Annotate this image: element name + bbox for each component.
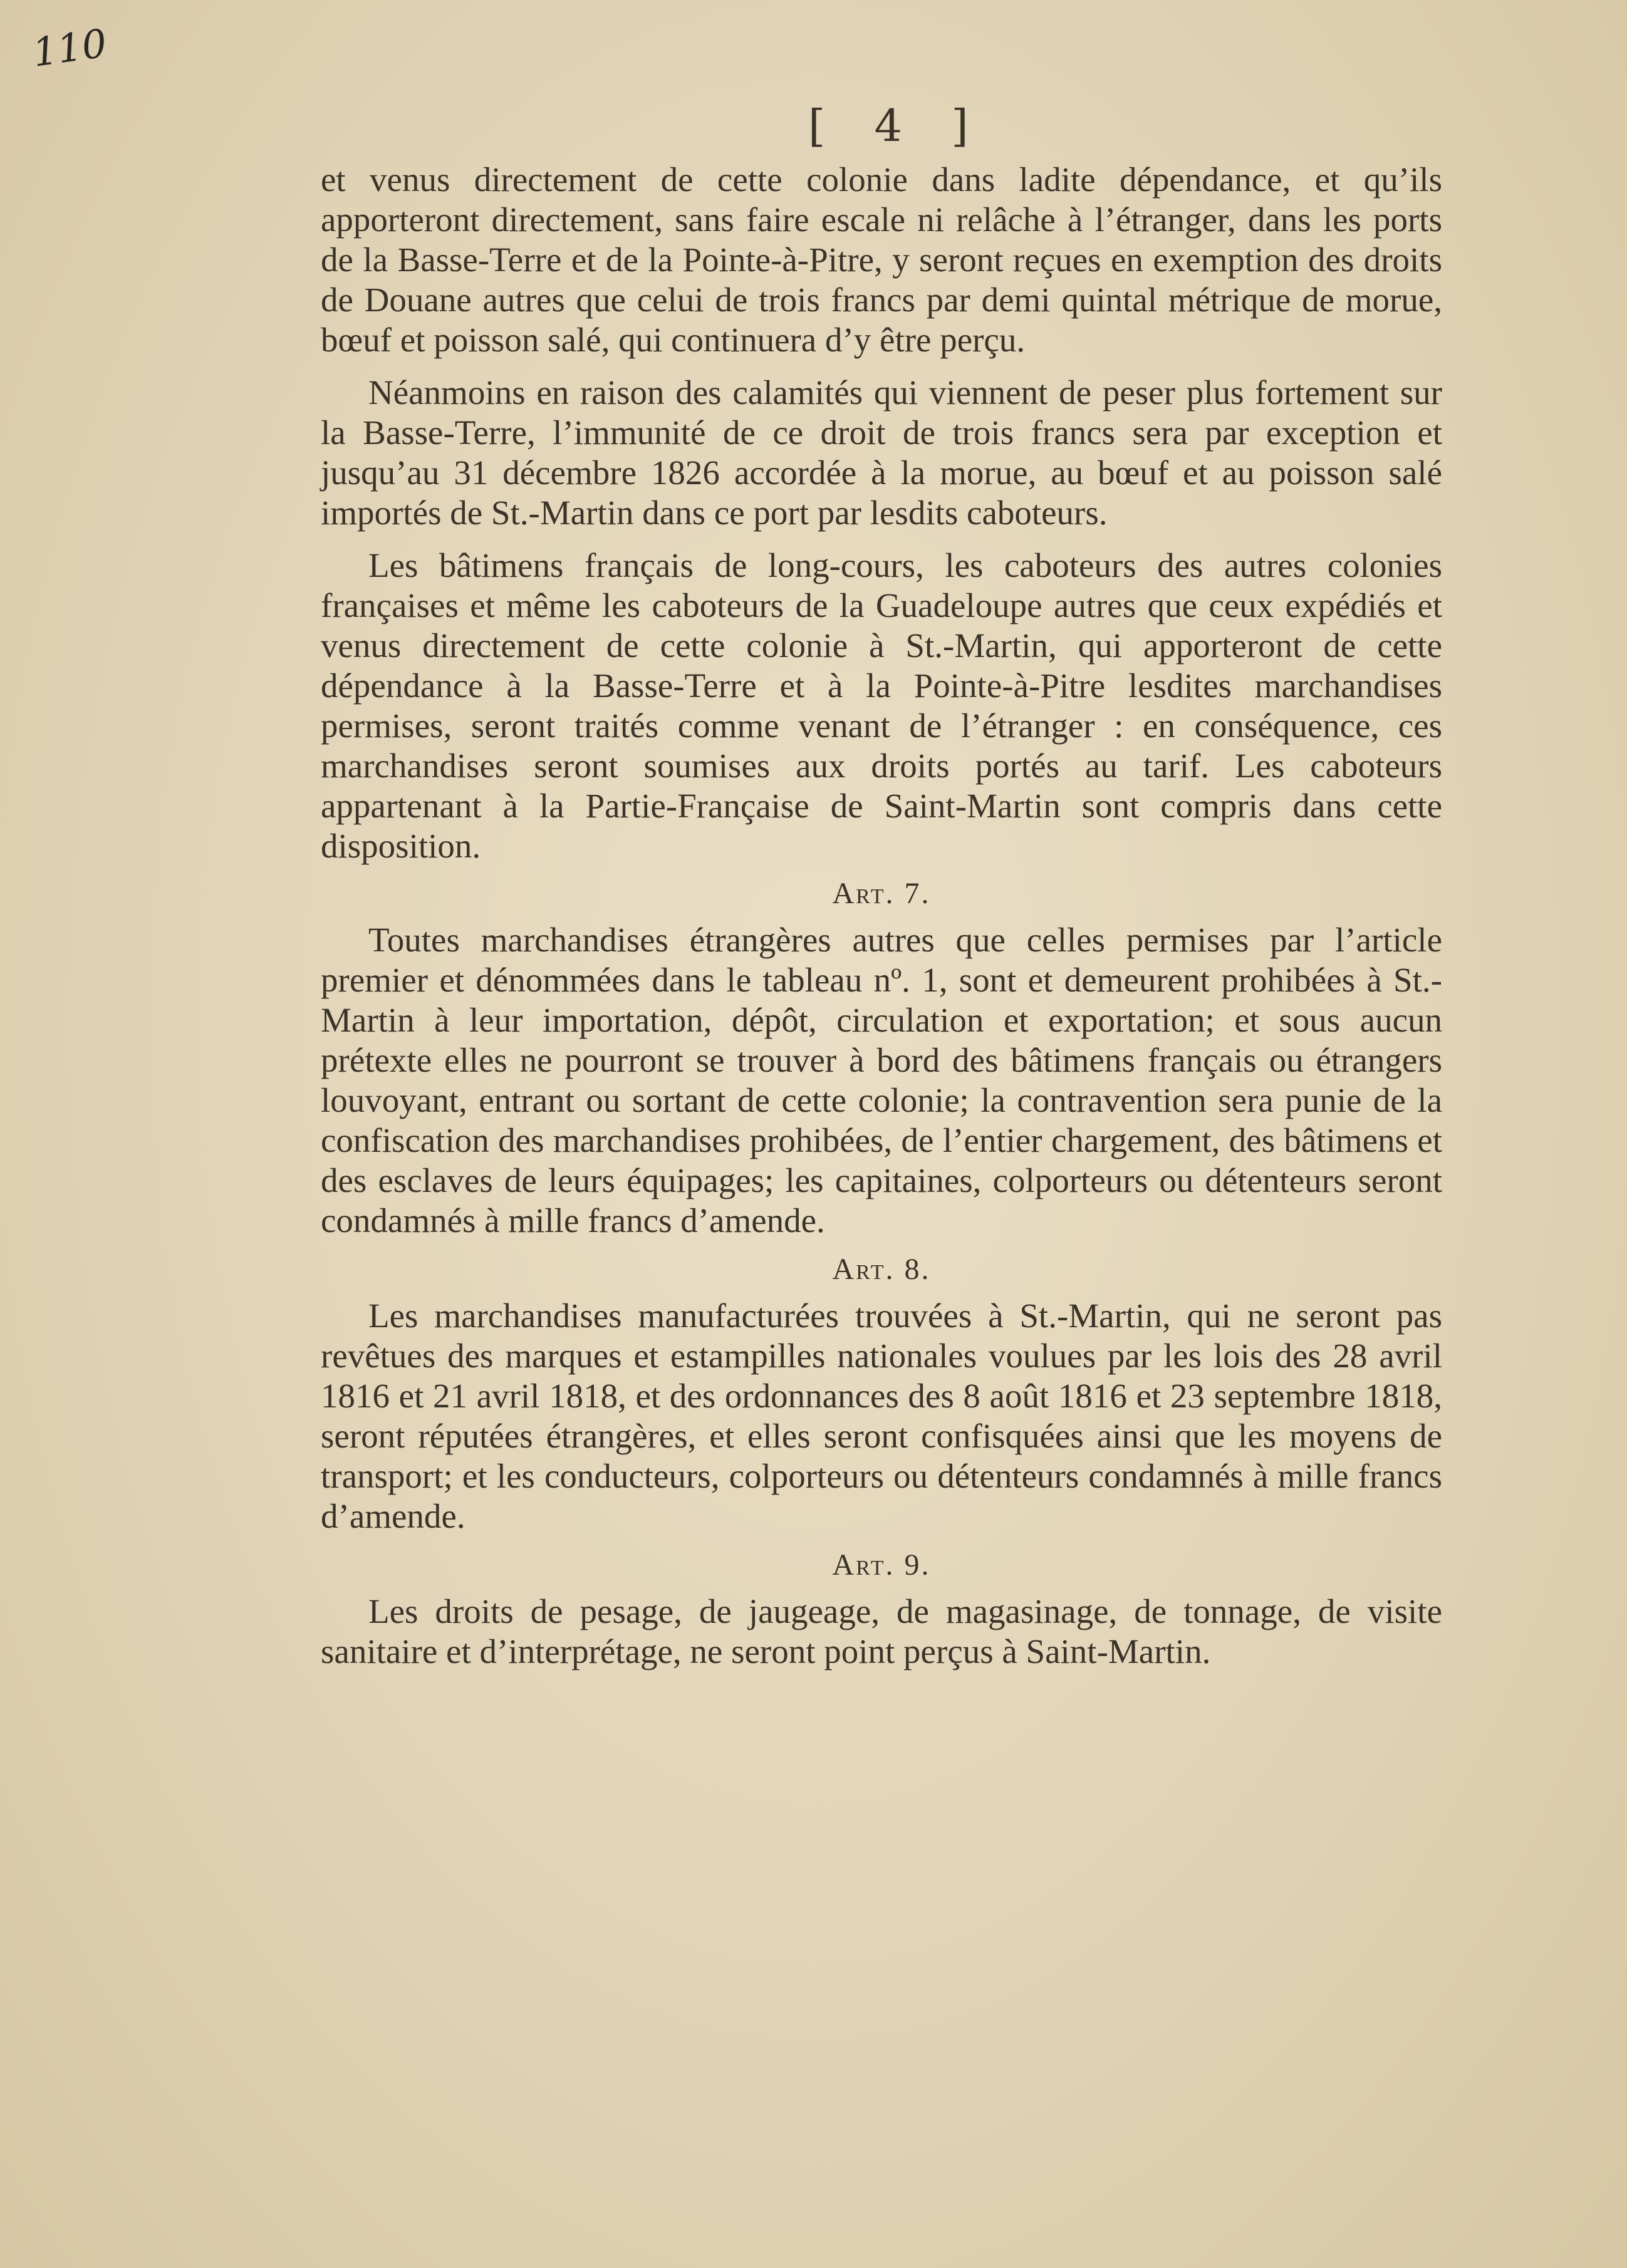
- article-heading-9: Art. 9.: [832, 1548, 931, 1582]
- handwritten-folio-number: 110: [29, 20, 110, 76]
- paragraph-long-cours: Les bâtimens français de long-cours, les caboteurs des autres colonies françaises et même les caboteurs de la Guadeloupe autres que ceux expédiés et venus directement de cette colonie à St.-Martin, qui apporteront de cette dépendance à la Basse-Terre et à la Pointe-à-Pitre lesdites marchandises permises, seront traités comme venant de l’étranger : en conséquence, ces marchandises seront soumises aux droits portés au tarif. Les caboteurs appartenant à la Partie-Française de Saint-Martin sont compris dans cette disposition.: [321, 546, 1442, 865]
- page-number: [ 4 ]: [808, 100, 986, 152]
- document-body: [321, 160, 1442, 1672]
- paragraph-article-7: Toutes marchandises étrangères autres que celles permises par l’article premier et dénommées dans le tableau nº. 1, sont et demeurent prohibées à St.-Martin à leur importation, dépôt, circulation et exportation; et sous aucun prétexte elles ne pourront se trouver à bord des bâtimens français ou étrangers louvoyant, entrant ou sortant de cette colonie; la contravention sera punie de la confiscation des marchandises prohibées, de l’entier chargement, des bâtimens et des esclaves de leurs équipages; les capitaines, colporteurs ou détenteurs seront condamnés à mille francs d’amende.: [321, 921, 1442, 1240]
- paragraph-continued: et venus directement de cette colonie dans ladite dépendance, et qu’ils apporteront directement, sans faire escale ni relâche à l’étranger, dans les ports de la Basse-Terre et de la Pointe-à-Pitre, y seront reçues en exemption des droits de Douane autres que celui de trois francs par demi quintal métrique de morue, bœuf et poisson salé, qui continuera d’y être perçu.: [321, 160, 1442, 359]
- paragraph-article-8: Les marchandises manufacturées trouvées à St.-Martin, qui ne seront pas revêtues des marques et estampilles nationales voulues par les lois des 28 avril 1816 et 21 avril 1818, et des ordonnances des 8 août 1816 et 23 septembre 1818, seront réputées étrangères, et elles seront confisquées ainsi que les moyens de transport; et les conducteurs, colporteurs ou détenteurs condamnés à mille francs d’amende.: [321, 1297, 1442, 1535]
- article-heading-7: Art. 7.: [832, 877, 931, 910]
- paragraph-article-9: Les droits de pesage, de jaugeage, de magasinage, de tonnage, de visite sanitaire et d’interprétage, ne seront point perçus à Saint-Martin.: [321, 1592, 1442, 1670]
- article-heading-8: Art. 8.: [832, 1253, 931, 1286]
- paragraph-basse-terre-exception: Néanmoins en raison des calamités qui viennent de peser plus fortement sur la Basse-Terre, l’immunité de ce droit de trois francs sera par exception et jusqu’au 31 décembre 1826 accordée à la morue, au bœuf et au poisson salé importés de St.-Martin dans ce port par lesdits caboteurs.: [321, 373, 1442, 532]
